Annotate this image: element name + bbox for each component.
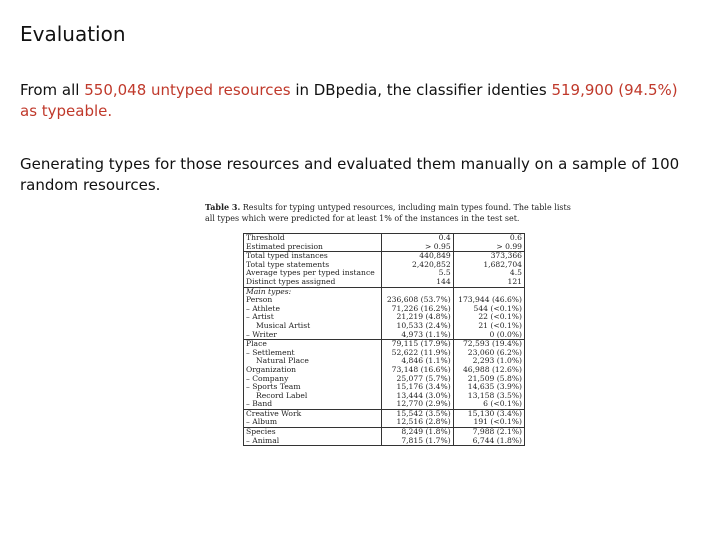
table-caption-label: Table 3.	[205, 202, 241, 212]
main-types-label: Main types:	[244, 287, 382, 296]
value-threshold-04: 52,622 (11.9%)	[382, 349, 453, 358]
value-threshold-04: 15,176 (3.4%)	[382, 383, 453, 392]
method-paragraph: Generating types for those resources and evaluated them manually on a sample of 100 random resources.	[20, 155, 680, 194]
value-threshold-06: 0.6	[453, 234, 524, 243]
value-threshold-04: 13,444 (3.0%)	[382, 392, 453, 401]
row-label: Total type statements	[244, 261, 382, 270]
value-threshold-06: > 0.99	[453, 243, 524, 252]
value-threshold-04: 10,533 (2.4%)	[382, 322, 453, 331]
value-threshold-06: 2,293 (1.0%)	[453, 357, 524, 366]
value-threshold-04: 21,219 (4.8%)	[382, 313, 453, 322]
row-label: Total typed instances	[244, 252, 382, 261]
value-threshold-06: 4.5	[453, 269, 524, 278]
value-threshold-04: 12,516 (2.8%)	[382, 418, 453, 427]
row-label: Distinct types assigned	[244, 278, 382, 287]
row-label: Estimated precision	[244, 243, 382, 252]
value-threshold-06: 46,988 (12.6%)	[453, 366, 524, 375]
row-label: – Company	[244, 375, 382, 384]
row-label: Place	[244, 340, 382, 349]
value-threshold-06: 191 (<0.1%)	[453, 418, 524, 427]
row-label: Musical Artist	[244, 322, 382, 331]
value-threshold-04: 2,420,852	[382, 261, 453, 270]
row-label: Record Label	[244, 392, 382, 401]
table-row	[244, 437, 525, 446]
value-threshold-06: 15,130 (3.4%)	[453, 409, 524, 418]
row-label: Species	[244, 428, 382, 437]
results-table	[243, 233, 525, 446]
value-threshold-04: 25,077 (5.7%)	[382, 375, 453, 384]
value-threshold-06: 6,744 (1.8%)	[453, 437, 524, 446]
value-threshold-06: 7,988 (2.1%)	[453, 428, 524, 437]
value-threshold-06: 21,509 (5.8%)	[453, 375, 524, 384]
value-threshold-04: 12,770 (2.9%)	[382, 400, 453, 409]
row-label: Natural Place	[244, 357, 382, 366]
row-label: Threshold	[244, 234, 382, 243]
value-threshold-06: 6 (<0.1%)	[453, 400, 524, 409]
value-threshold-06: 72,593 (19.4%)	[453, 340, 524, 349]
row-label: – Animal	[244, 437, 382, 446]
value-threshold-04: 79,115 (17.9%)	[382, 340, 453, 349]
value-threshold-06: 23,060 (6.2%)	[453, 349, 524, 358]
table-caption-text: Results for typing untyped resources, including main types found. The table lists all types which were predicted for at least 1% of the instances in the test set.	[205, 203, 571, 223]
value-threshold-06: 21 (<0.1%)	[453, 322, 524, 331]
value-threshold-06: 14,635 (3.9%)	[453, 383, 524, 392]
row-label: Average types per typed instance	[244, 269, 382, 278]
typeable-count-highlight: 519,900 (94.5%) as typeable.	[20, 81, 678, 120]
value-threshold-04: > 0.95	[382, 243, 453, 252]
row-label: Organization	[244, 366, 382, 375]
row-label: – Writer	[244, 331, 382, 340]
table-row	[244, 322, 525, 331]
value-threshold-04: 0.4	[382, 234, 453, 243]
value-threshold-04: 71,226 (16.2%)	[382, 305, 453, 314]
value-threshold-06: 1,682,704	[453, 261, 524, 270]
intro-text-a: From all	[20, 81, 85, 99]
value-threshold-04: 73,148 (16.6%)	[382, 366, 453, 375]
row-label: – Artist	[244, 313, 382, 322]
value-threshold-04: 440,849	[382, 252, 453, 261]
table-caption	[205, 202, 577, 224]
table-row	[244, 400, 525, 409]
untyped-count-highlight: 550,048 untyped resources	[84, 81, 291, 99]
intro-paragraph	[20, 80, 690, 122]
value-threshold-06: 373,366	[453, 252, 524, 261]
value-threshold-04: 7,815 (1.7%)	[382, 437, 453, 446]
slide-title: Evaluation	[20, 22, 126, 46]
value-threshold-06: 13,158 (3.5%)	[453, 392, 524, 401]
row-label: – Album	[244, 418, 382, 427]
row-label: – Band	[244, 400, 382, 409]
value-threshold-04: 4,846 (1.1%)	[382, 357, 453, 366]
value-threshold-06: 544 (<0.1%)	[453, 305, 524, 314]
value-threshold-06: 121	[453, 278, 524, 287]
value-threshold-04: 8,249 (1.8%)	[382, 428, 453, 437]
value-threshold-06: 173,944 (46.6%)	[453, 296, 524, 305]
row-label: – Settlement	[244, 349, 382, 358]
value-threshold-04: 5.5	[382, 269, 453, 278]
value-threshold-06: 22 (<0.1%)	[453, 313, 524, 322]
intro-text-c: in DBpedia, the classifier identies	[290, 81, 552, 99]
value-threshold-04: 144	[382, 278, 453, 287]
value-threshold-04: 236,608 (53.7%)	[382, 296, 453, 305]
value-threshold-04: 15,542 (3.5%)	[382, 409, 453, 418]
value-threshold-04: 4,973 (1.1%)	[382, 331, 453, 340]
row-label: – Athlete	[244, 305, 382, 314]
row-label: Person	[244, 296, 382, 305]
row-label: Creative Work	[244, 409, 382, 418]
row-label: – Sports Team	[244, 383, 382, 392]
table-row	[244, 278, 525, 287]
value-threshold-06: 0 (0.0%)	[453, 331, 524, 340]
